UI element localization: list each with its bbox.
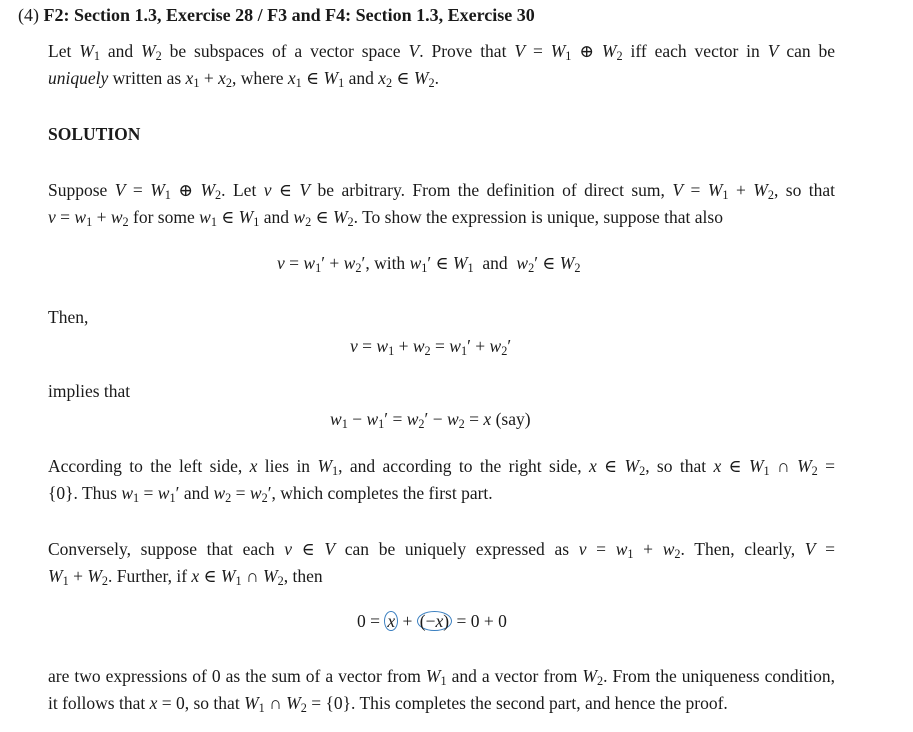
para1-line-2: $v = w_1 + w_2$ for some $w_1$ ∈ $W_1$ and $w_2$ ∈ $W_2$. To show the expression is unique, suppose that also (48, 207, 723, 229)
exercise-number: (4) (18, 5, 39, 25)
circled-neg-x-annotation: (−x) (417, 611, 452, 631)
exercise-heading (18, 5, 535, 26)
para2-line-2: {0}. Thus $w_1 = w_1'$ and $w_2 = w_2'$, which completes the first part. (48, 483, 493, 505)
problem-line-1: Let $W_1$ and $W_2$ be subspaces of a vector space V. Prove that $V = W_1$ ⊕ $W_2$ iff each vector in V can be (48, 41, 836, 63)
problem-line-2: uniquely written as $x_1 + x_2$, where $x_1$ ∈ $W_1$ and $x_2$ ∈ $W_2$. (48, 68, 439, 90)
para2-line-1: According to the left side, x lies in $W_1$, and according to the right side, x ∈ $W_2$, so that x ∈ $W_1$ ∩ $W_2$ = (48, 456, 836, 478)
equation-zero-expressions: 0 = x + (−x) = 0 + 0 (357, 611, 507, 631)
exercise-title: F2: Section 1.3, Exercise 28 / F3 and F4: Section 1.3, Exercise 30 (43, 5, 535, 25)
solution-label: SOLUTION (48, 124, 141, 144)
circled-x-annotation: x (384, 611, 398, 631)
implies-label: implies that (48, 381, 131, 401)
equation-two-expressions: $v = w_1 + w_2 = w_1' + w_2'$ (350, 336, 512, 358)
para3-line-2: $W_1 + W_2$. Further, if x ∈ $W_1$ ∩ $W_2$, then (48, 566, 323, 588)
para4-line-2: it follows that x = 0, so that $W_1$ ∩ $W_2 = \{0\}$. This completes the second part, and hence the proof. (48, 693, 728, 715)
equation-alt-expression: $v = w_1' + w_2'$, with $w_1'$ ∈ $W_1$ and $w_2'$ ∈ $W_2$ (277, 253, 581, 275)
equation-difference: $w_1 - w_1' = w_2' - w_2 = x$ (say) (330, 409, 531, 431)
para4-line-1: are two expressions of 0 as the sum of a vector from $W_1$ and a vector from $W_2$. From the uniqueness condition, (48, 666, 836, 688)
then-label: Then, (48, 307, 89, 327)
para1-line-1: Suppose $V = W_1$ ⊕ $W_2$. Let v ∈ V be arbitrary. From the definition of direct sum, $V = W_1 + W_2$, so that (48, 180, 836, 202)
para3-line-1: Conversely, suppose that each v ∈ V can be uniquely expressed as $v = w_1 + w_2$. Then, clearly, V = (48, 539, 836, 561)
